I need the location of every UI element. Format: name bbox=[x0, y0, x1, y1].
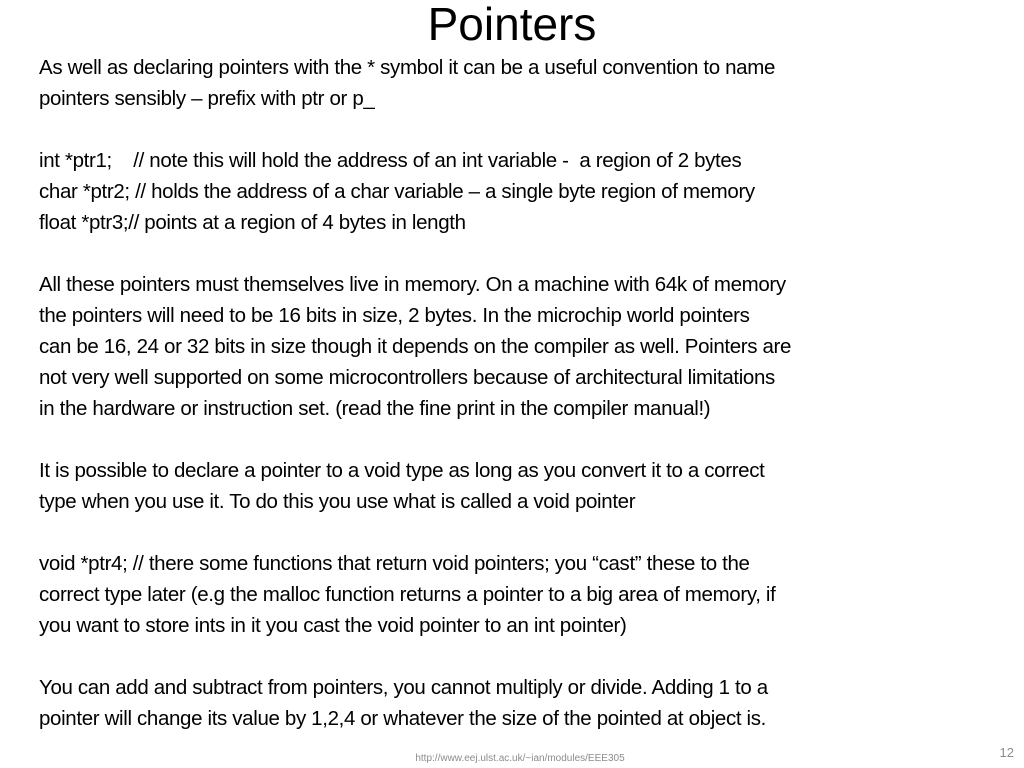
body-line: pointers sensibly – prefix with ptr or p_ bbox=[39, 87, 375, 110]
body-line: not very well supported on some microcontrollers because of architectural limitations bbox=[39, 366, 775, 389]
paragraph-gap bbox=[39, 517, 989, 548]
body-line: the pointers will need to be 16 bits in size, 2 bytes. In the microchip world pointers bbox=[39, 304, 750, 327]
body-line: It is possible to declare a pointer to a void type as long as you convert it to a correct bbox=[39, 459, 765, 482]
body-line: in the hardware or instruction set. (read the fine print in the compiler manual!) bbox=[39, 397, 711, 420]
paragraph-gap bbox=[39, 424, 989, 455]
slide-title: Pointers bbox=[427, 0, 597, 50]
slide-number: 12 bbox=[999, 745, 1014, 760]
body-line: You can add and subtract from pointers, you cannot multiply or divide. Adding 1 to a bbox=[39, 676, 768, 699]
body-line: All these pointers must themselves live in memory. On a machine with 64k of memory bbox=[39, 273, 786, 296]
body-line: correct type later (e.g the malloc function returns a pointer to a big area of memory, if bbox=[39, 583, 776, 606]
body-line: you want to store ints in it you cast the void pointer to an int pointer) bbox=[39, 614, 627, 637]
code-line: int *ptr1; // note this will hold the address of an int variable - a region of 2 bytes bbox=[39, 149, 742, 172]
body-line: can be 16, 24 or 32 bits in size though it depends on the compiler as well. Pointers are bbox=[39, 335, 792, 358]
paragraph-gap bbox=[39, 238, 989, 269]
code-line: float *ptr3;// points at a region of 4 bytes in length bbox=[39, 211, 466, 234]
body-line: type when you use it. To do this you use what is called a void pointer bbox=[39, 490, 636, 513]
slide-body bbox=[39, 52, 989, 734]
paragraph-gap bbox=[39, 641, 989, 672]
code-line: char *ptr2; // holds the address of a char variable – a single byte region of memory bbox=[39, 180, 755, 203]
code-line: void *ptr4; // there some functions that return void pointers; you “cast” these to the bbox=[39, 552, 750, 575]
body-line: pointer will change its value by 1,2,4 or whatever the size of the pointed at object is. bbox=[39, 707, 767, 730]
paragraph-gap bbox=[39, 114, 989, 145]
body-line: As well as declaring pointers with the * symbol it can be a useful convention to name bbox=[39, 56, 775, 79]
footer-url: http://www.eej.ulst.ac.uk/~ian/modules/EEE305 bbox=[415, 753, 625, 764]
